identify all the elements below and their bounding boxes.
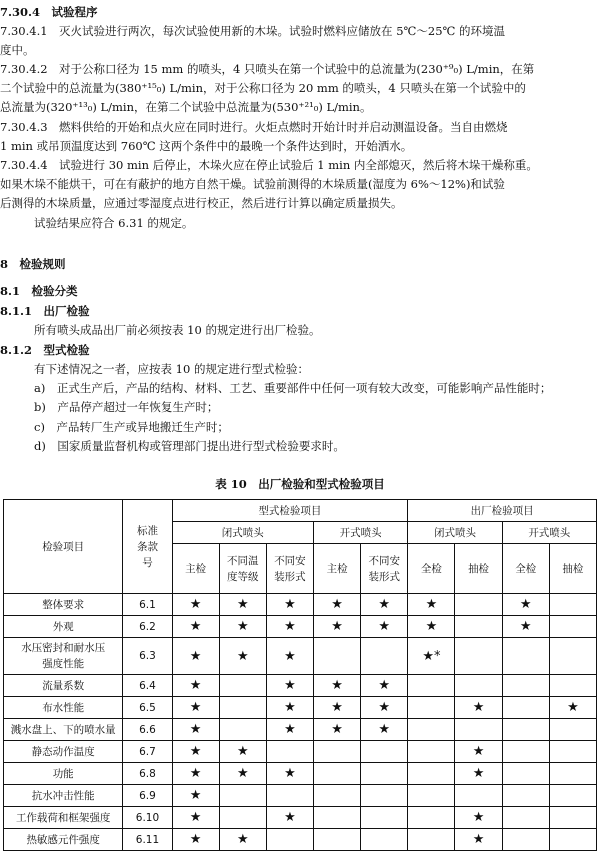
clause-cell: 6.1 — [123, 594, 172, 616]
empty-cell — [455, 719, 502, 741]
empty-cell — [408, 763, 455, 785]
empty-cell — [549, 763, 596, 785]
clause-cell: 6.5 — [123, 697, 172, 719]
item-cell: 外观 — [4, 616, 123, 638]
header-closed-type: 闭式喷头 — [172, 522, 313, 544]
empty-cell — [502, 719, 549, 741]
star-mark: ★ — [455, 763, 502, 785]
empty-cell — [502, 741, 549, 763]
table-row — [4, 741, 597, 763]
empty-cell — [408, 719, 455, 741]
empty-cell — [361, 785, 408, 807]
table-row — [4, 785, 597, 807]
clause-cell: 6.3 — [123, 638, 172, 675]
table-row — [4, 763, 597, 785]
star-mark: ★ — [219, 741, 266, 763]
subheader-cell: 抽检 — [455, 544, 502, 594]
empty-cell — [502, 807, 549, 829]
empty-cell — [266, 829, 313, 851]
empty-cell — [219, 807, 266, 829]
table-title: 表 10 出厂检验和型式检验项目 — [215, 477, 385, 491]
text-line: 8.1.1 出厂检验 — [0, 304, 90, 318]
header-open-factory: 开式喷头 — [502, 522, 596, 544]
star-mark: ★ — [172, 638, 219, 675]
star-mark: ★ — [314, 675, 361, 697]
table-row — [4, 807, 597, 829]
table-row — [4, 638, 597, 675]
star-mark: ★ — [361, 675, 408, 697]
item-cell: 流量系数 — [4, 675, 123, 697]
item-cell: 水压密封和耐水压强度性能 — [4, 638, 123, 675]
clause-cell: 6.6 — [123, 719, 172, 741]
star-mark: ★ — [219, 594, 266, 616]
empty-cell — [361, 829, 408, 851]
empty-cell — [314, 741, 361, 763]
star-mark: ★ — [408, 616, 455, 638]
empty-cell — [549, 616, 596, 638]
clause-cell: 6.9 — [123, 785, 172, 807]
star-mark: ★ — [266, 594, 313, 616]
star-mark: ★* — [408, 638, 455, 675]
empty-cell — [219, 785, 266, 807]
empty-cell — [549, 829, 596, 851]
star-mark: ★ — [266, 719, 313, 741]
item-cell: 溅水盘上、下的喷水量 — [4, 719, 123, 741]
subheader-cell: 不同温度等级 — [219, 544, 266, 594]
text-line: 度中。 — [0, 43, 35, 57]
empty-cell — [455, 675, 502, 697]
empty-cell — [361, 638, 408, 675]
text-line: 8 检验规则 — [0, 257, 66, 271]
empty-cell — [314, 807, 361, 829]
star-mark: ★ — [219, 616, 266, 638]
star-mark: ★ — [172, 763, 219, 785]
empty-cell — [361, 763, 408, 785]
empty-cell — [219, 697, 266, 719]
star-mark: ★ — [219, 829, 266, 851]
table-row — [4, 616, 597, 638]
star-mark: ★ — [361, 594, 408, 616]
text-line: 7.30.4.1 灭火试验进行两次，每次试验使用新的木垛。试验时燃料应储放在 5℃～25℃ 的环境温 — [0, 24, 506, 38]
subheader-cell: 不同安装形式 — [361, 544, 408, 594]
inspection-table — [3, 499, 597, 851]
star-mark: ★ — [266, 638, 313, 675]
header-open-type: 开式喷头 — [314, 522, 408, 544]
empty-cell — [502, 697, 549, 719]
empty-cell — [266, 741, 313, 763]
item-cell: 整体要求 — [4, 594, 123, 616]
empty-cell — [455, 638, 502, 675]
star-mark: ★ — [455, 807, 502, 829]
clause-cell: 6.2 — [123, 616, 172, 638]
star-mark: ★ — [408, 594, 455, 616]
subheader-cell: 全检 — [408, 544, 455, 594]
empty-cell — [219, 675, 266, 697]
star-mark: ★ — [172, 594, 219, 616]
star-mark: ★ — [219, 638, 266, 675]
star-mark: ★ — [361, 719, 408, 741]
star-mark: ★ — [455, 697, 502, 719]
clause-cell: 6.7 — [123, 741, 172, 763]
star-mark: ★ — [172, 829, 219, 851]
star-mark: ★ — [314, 697, 361, 719]
item-cell: 热敏感元件强度 — [4, 829, 123, 851]
empty-cell — [408, 785, 455, 807]
text-line: b) 产品停产超过一年恢复生产时； — [34, 400, 219, 414]
header-type-inspection: 型式检验项目 — [172, 500, 408, 522]
table-row — [4, 594, 597, 616]
text-line: 后测得的木垛质量，应通过零湿度点进行校正，然后进行计算以确定质量损失。 — [0, 196, 403, 210]
star-mark: ★ — [172, 719, 219, 741]
empty-cell — [361, 807, 408, 829]
text-line: 总流量为(320⁺¹³₀) L/min，在第二个试验中总流量为(530⁺²¹₀) L/min。 — [0, 100, 372, 114]
empty-cell — [314, 763, 361, 785]
item-cell: 抗水冲击性能 — [4, 785, 123, 807]
star-mark: ★ — [219, 763, 266, 785]
star-mark: ★ — [172, 741, 219, 763]
text-line: a) 正式生产后，产品的结构、材料、工艺、重要部件中任何一项有较大改变，可能影响产品性能时； — [34, 381, 552, 395]
star-mark: ★ — [172, 785, 219, 807]
empty-cell — [361, 741, 408, 763]
clause-cell: 6.8 — [123, 763, 172, 785]
table-row — [4, 719, 597, 741]
subheader-cell: 不同安装形式 — [266, 544, 313, 594]
text-line: c) 产品转厂生产或异地搬迁生产时； — [34, 420, 229, 434]
star-mark: ★ — [172, 807, 219, 829]
empty-cell — [408, 741, 455, 763]
star-mark: ★ — [172, 697, 219, 719]
table-row — [4, 829, 597, 851]
subheader-cell: 主检 — [314, 544, 361, 594]
star-mark: ★ — [502, 594, 549, 616]
text-line: 7.30.4.3 燃料供给的开始和点火应在同时进行。火炬点燃时开始计时并启动测温设备。当自由燃烧 — [0, 120, 508, 134]
empty-cell — [549, 807, 596, 829]
star-mark: ★ — [314, 616, 361, 638]
star-mark: ★ — [314, 594, 361, 616]
empty-cell — [502, 785, 549, 807]
item-cell: 静态动作温度 — [4, 741, 123, 763]
text-line: 试验结果应符合 6.31 的规定。 — [34, 216, 194, 230]
text-line: 有下述情况之一者，应按表 10 的规定进行型式检验： — [34, 362, 309, 376]
empty-cell — [502, 763, 549, 785]
empty-cell — [266, 785, 313, 807]
item-cell: 工作载荷和框架强度 — [4, 807, 123, 829]
empty-cell — [549, 785, 596, 807]
header-item: 检验项目 — [4, 500, 123, 594]
star-mark: ★ — [266, 616, 313, 638]
item-cell: 功能 — [4, 763, 123, 785]
empty-cell — [549, 741, 596, 763]
empty-cell — [455, 616, 502, 638]
empty-cell — [314, 638, 361, 675]
clause-cell: 6.4 — [123, 675, 172, 697]
empty-cell — [408, 697, 455, 719]
star-mark: ★ — [361, 697, 408, 719]
empty-cell — [502, 675, 549, 697]
text-line: 8.1.2 型式检验 — [0, 343, 90, 357]
empty-cell — [549, 719, 596, 741]
star-mark: ★ — [502, 616, 549, 638]
clause-cell: 6.10 — [123, 807, 172, 829]
empty-cell — [502, 638, 549, 675]
star-mark: ★ — [266, 763, 313, 785]
empty-cell — [408, 829, 455, 851]
star-mark: ★ — [314, 719, 361, 741]
star-mark: ★ — [266, 807, 313, 829]
empty-cell — [219, 719, 266, 741]
header-factory-inspection: 出厂检验项目 — [408, 500, 597, 522]
empty-cell — [408, 675, 455, 697]
table-row — [4, 675, 597, 697]
subheader-cell: 主检 — [172, 544, 219, 594]
text-line: 7.30.4.2 对于公称口径为 15 mm 的喷头，4 只喷头在第一个试验中的总流量为(230⁺⁹₀) L/min，在第 — [0, 62, 535, 76]
empty-cell — [314, 785, 361, 807]
star-mark: ★ — [266, 697, 313, 719]
star-mark: ★ — [549, 697, 596, 719]
header-clause: 标准条款号 — [123, 500, 172, 594]
table-row — [4, 697, 597, 719]
text-line: 二个试验中的总流量为(380⁺¹⁵₀) L/min，对于公称口径为 20 mm 的喷头，4 只喷头在第一个试验中的 — [0, 81, 526, 95]
text-line: d) 国家质量监督机构或管理部门提出进行型式检验要求时。 — [34, 439, 345, 453]
star-mark: ★ — [172, 616, 219, 638]
text-line: 8.1 检验分类 — [0, 284, 78, 298]
star-mark: ★ — [361, 616, 408, 638]
item-cell: 布水性能 — [4, 697, 123, 719]
clause-cell: 6.11 — [123, 829, 172, 851]
star-mark: ★ — [455, 741, 502, 763]
text-line: 7.30.4.4 试验进行 30 min 后停止，木垛火应在停止试验后 1 min 内全部熄灭，然后将木垛干燥称重。 — [0, 158, 538, 172]
header-closed-factory: 闭式喷头 — [408, 522, 502, 544]
text-line: 1 min 或吊顶温度达到 760℃ 这两个条件中的最晚一个条件达到时，开始洒水。 — [0, 139, 413, 153]
subheader-cell: 全检 — [502, 544, 549, 594]
star-mark: ★ — [266, 675, 313, 697]
empty-cell — [455, 785, 502, 807]
empty-cell — [455, 594, 502, 616]
empty-cell — [549, 675, 596, 697]
empty-cell — [408, 807, 455, 829]
empty-cell — [314, 829, 361, 851]
subheader-cell: 抽检 — [549, 544, 596, 594]
star-mark: ★ — [172, 675, 219, 697]
text-line: 所有喷头成品出厂前必须按表 10 的规定进行出厂检验。 — [34, 323, 321, 337]
empty-cell — [549, 594, 596, 616]
empty-cell — [502, 829, 549, 851]
star-mark: ★ — [455, 829, 502, 851]
empty-cell — [549, 638, 596, 675]
text-line: 如果木垛不能烘干，可在有蔽护的地方自然干燥。试验前测得的木垛质量(湿度为 6%～12%)和试验 — [0, 177, 505, 191]
text-line: 7.30.4 试验程序 — [0, 5, 98, 19]
